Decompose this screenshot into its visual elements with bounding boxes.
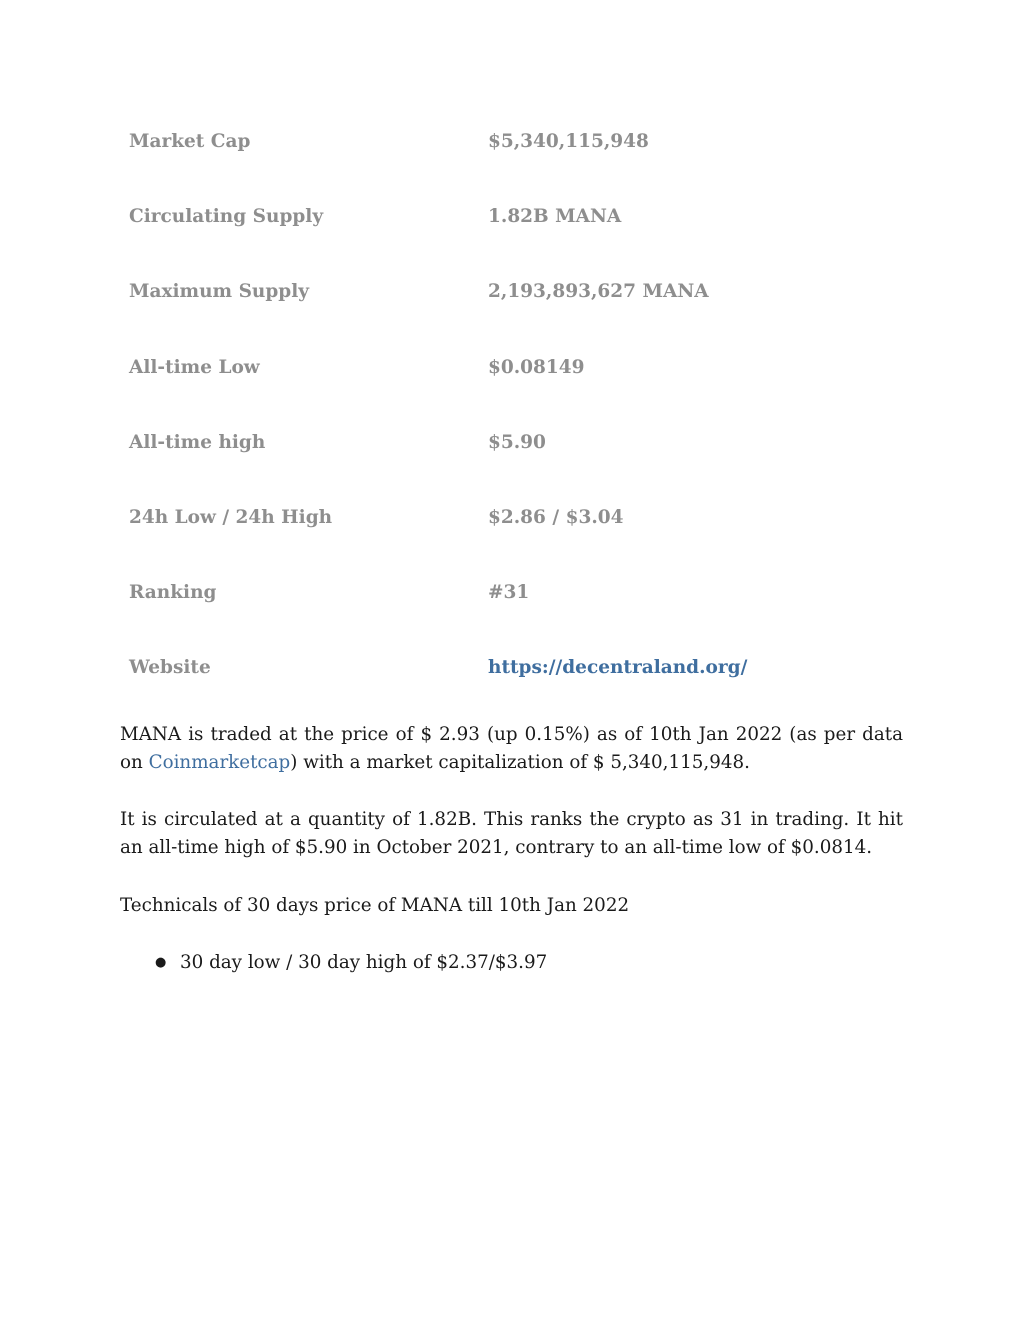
stat-row-ranking	[120, 555, 904, 630]
stat-label: Circulating Supply	[129, 206, 324, 228]
technicals-heading: Technicals of 30 days price of MANA till 10th Jan 2022	[120, 895, 630, 916]
stat-row-maximum-supply	[120, 254, 904, 329]
list-item-text: 30 day low / 30 day high of $2.37/$3.97	[180, 952, 548, 973]
stat-label: Website	[129, 657, 211, 679]
stat-row-circulating-supply	[120, 179, 904, 254]
stat-value: $2.86 / $3.04	[488, 507, 624, 529]
stat-row-24h-range	[120, 480, 904, 555]
stat-value: #31	[488, 582, 530, 604]
stat-value: 2,193,893,627 MANA	[488, 281, 709, 303]
website-link[interactable]: https://decentraland.org/	[488, 657, 748, 679]
price-text: MANA is traded at the price of $ 2.93 (up 0.15%) as of 10th Jan 2022 (as per data on	[120, 724, 903, 773]
stat-value: $5.90	[488, 431, 546, 453]
market-cap-text: ) with a market capitalization of $ 5,340,115,948.	[290, 752, 750, 773]
list-item	[120, 949, 903, 977]
technicals-list	[120, 949, 903, 977]
stat-value: $5,340,115,948	[488, 131, 649, 153]
coinmarketcap-link[interactable]: Coinmarketcap	[148, 752, 291, 773]
stat-value: 1.82B MANA	[488, 206, 622, 228]
stat-row-market-cap	[120, 104, 904, 179]
stats-table	[120, 104, 904, 706]
stat-value: $0.08149	[488, 356, 585, 378]
stat-label: All-time Low	[129, 356, 260, 378]
bullet-dot-icon: ●	[155, 955, 167, 970]
stat-row-website	[120, 630, 904, 705]
stat-label: Market Cap	[129, 131, 251, 153]
stat-label: Maximum Supply	[129, 281, 310, 303]
circulation-paragraph: It is circulated at a quantity of 1.82B. This ranks the crypto as 31 in trading. It hit an all-time high of $5.90 in October 2021, contrary to an all-time low of $0.0814.	[120, 809, 903, 858]
stat-label: 24h Low / 24h High	[129, 507, 333, 529]
stat-label: All-time high	[129, 431, 266, 453]
stat-label: Ranking	[129, 582, 217, 604]
price-paragraph	[120, 721, 903, 777]
stat-row-all-time-high	[120, 405, 904, 480]
stat-row-all-time-low	[120, 330, 904, 405]
